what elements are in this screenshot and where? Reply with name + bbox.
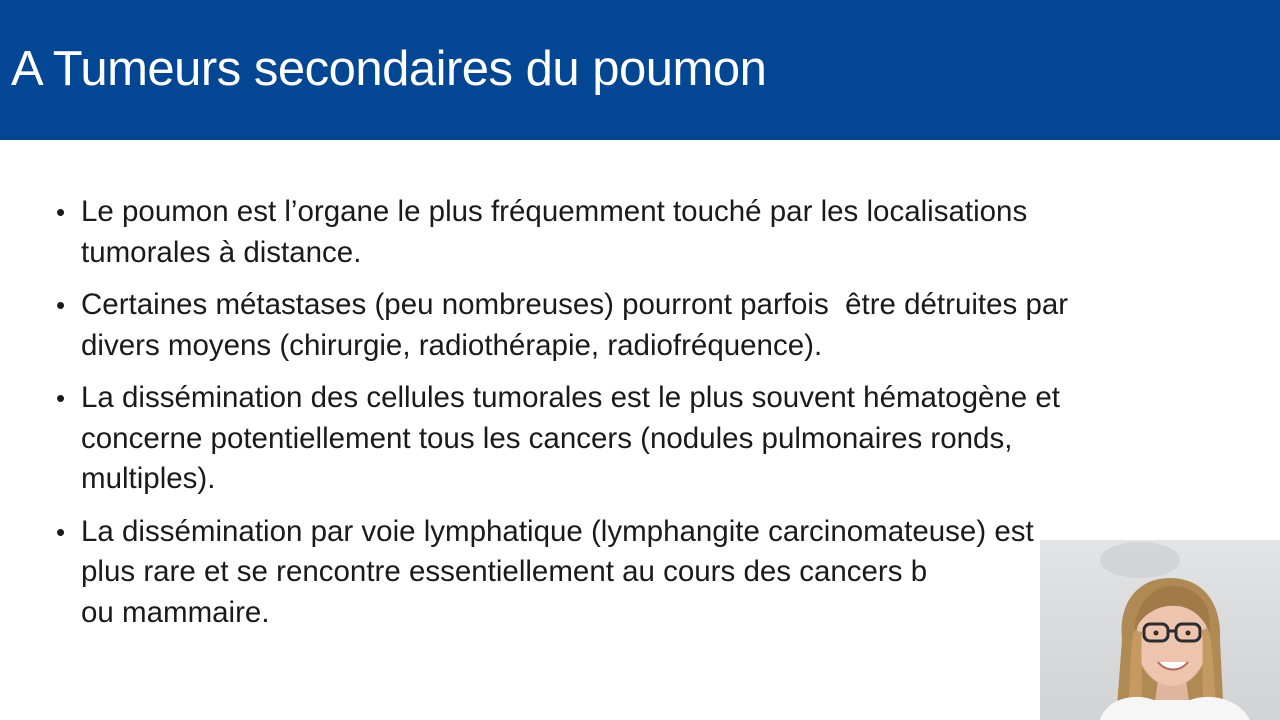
bullet-line: plus rare et se rencontre essentiellement au cours des cancers b (81, 555, 928, 588)
presenter-webcam-overlay[interactable] (1040, 540, 1280, 720)
bullet-dot-icon: • (56, 516, 66, 547)
bullet-line: multiples). (81, 462, 216, 495)
bullet-dot-icon: • (56, 290, 66, 320)
bullet-item (56, 378, 1246, 500)
slide-title: A Tumeurs secondaires du poumon (11, 42, 767, 96)
bullet-line: La dissémination des cellules tumorales est le plus souvent hématogène et (81, 381, 1060, 414)
bullet-line: concerne potentiellement tous les cancers (nodules pulmonaires ronds, (81, 421, 1013, 455)
bullet-item (56, 285, 1246, 366)
bullet-line: tumorales à distance. (81, 235, 362, 269)
bullet-line: divers moyens (chirurgie, radiothérapie, radiofréquence). (81, 328, 823, 362)
presenter-video-icon (1040, 540, 1280, 720)
bullet-line: Le poumon est l’organe le plus fréquemment touché par les localisations (81, 195, 1028, 228)
bullet-dot-icon: • (56, 197, 66, 227)
title-bar (0, 0, 1280, 140)
bullet-item (56, 192, 1246, 273)
bullet-line: ou mammaire. (81, 595, 270, 629)
bullet-line: Certaines métastases (peu nombreuses) pourront parfois être détruites par (81, 288, 1069, 321)
bullet-line: La dissémination par voie lymphatique (lymphangite carcinomateuse) est (81, 514, 1034, 548)
bullet-dot-icon: • (56, 383, 66, 413)
